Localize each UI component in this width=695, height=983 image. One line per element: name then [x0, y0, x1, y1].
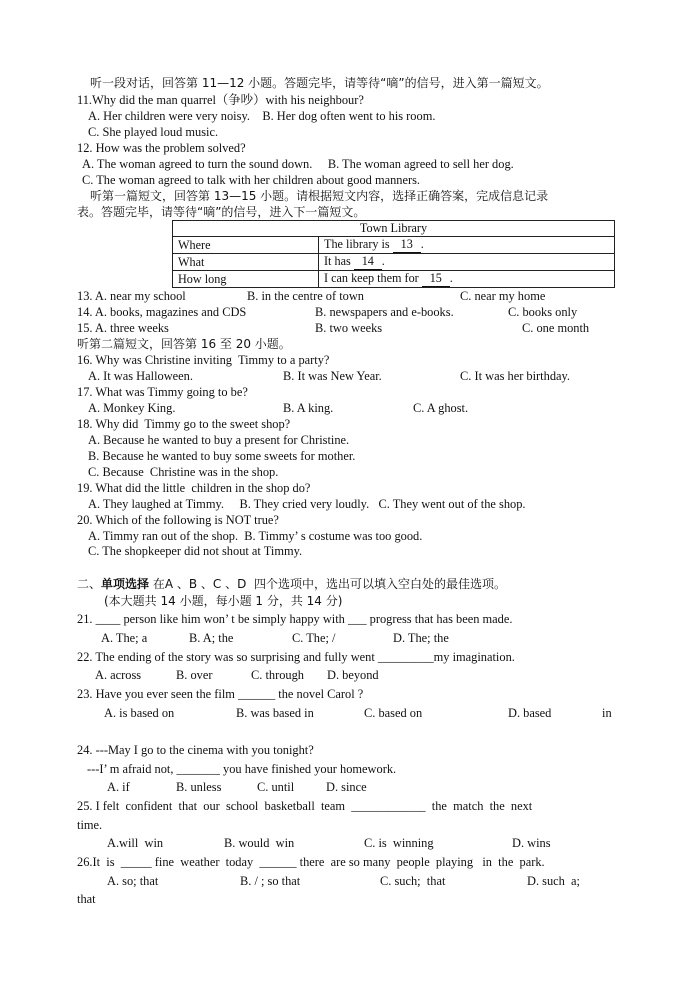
- row-label-how-long: How long: [173, 271, 319, 288]
- question-17-option-c: C. A ghost.: [413, 401, 469, 415]
- question-22-option-c: C. through: [251, 668, 305, 682]
- question-24-option-c: C. until: [257, 780, 295, 794]
- question-17-stem: 17. What was Timmy going to be?: [77, 385, 248, 399]
- question-13-option-a: 13. A. near my school: [77, 289, 186, 303]
- intro-questions-11-12: 听一段对话，回答第 11—12 小题。答题完毕，请等待“嘀”的信号，进入第一篇短文。: [90, 76, 549, 90]
- blank-14: 14: [354, 254, 382, 270]
- table-title-row: [173, 221, 615, 237]
- question-22-stem: 22. The ending of the story was so surprising and fully went _________my imagination.: [77, 650, 515, 664]
- table-row: [173, 237, 615, 254]
- question-20-option-c: C. The shopkeeper did not shout at Timmy.: [88, 544, 303, 558]
- row-value-what: It has 14 .: [319, 254, 615, 271]
- question-20-options-ab: A. Timmy ran out of the shop. B. Timmy’ s costume was too good.: [88, 529, 423, 543]
- intro-questions-16-20: 听第二篇短文，回答第 16 至 20 小题。: [77, 337, 291, 351]
- question-24-line2: ---I’ m afraid not, _______ you have finished your homework.: [87, 762, 397, 776]
- question-19-stem: 19. What did the little children in the shop do?: [77, 481, 311, 495]
- question-17-option-a: A. Monkey King.: [88, 401, 176, 415]
- question-18-option-a: A. Because he wanted to buy a present for Christine.: [88, 433, 350, 447]
- question-15-option-a: 15. A. three weeks: [77, 321, 169, 335]
- row-value-how-long: I can keep them for 15 .: [319, 271, 615, 288]
- question-14-option-a: 14. A. books, magazines and CDS: [77, 305, 247, 319]
- question-21-option-d: D. The; the: [393, 631, 449, 645]
- question-23-stem: 23. Have you ever seen the film ______ the novel Carol ?: [77, 687, 364, 701]
- question-25-stem: 25. I felt confident that our school basketball team ____________ the match the next: [77, 799, 533, 813]
- question-22-option-d: D. beyond: [327, 668, 379, 682]
- question-18-option-c: C. Because Christine was in the shop.: [88, 465, 279, 479]
- intro-questions-13-15-line2: 表。答题完毕，请等待“嘀”的信号，进入下一篇短文。: [77, 205, 366, 219]
- question-23-option-d-tail: in: [602, 706, 612, 720]
- question-11-option-c: C. She played loud music.: [88, 125, 219, 139]
- question-24-option-d: D. since: [326, 780, 367, 794]
- question-23-option-c: C. based on: [364, 706, 423, 720]
- question-14-option-b: B. newspapers and e-books.: [315, 305, 454, 319]
- question-13-option-c: C. near my home: [460, 289, 546, 303]
- question-16-stem: 16. Why was Christine inviting Timmy to a party?: [77, 353, 330, 367]
- question-25-option-c: C. is winning: [364, 836, 434, 850]
- row-label-where: Where: [173, 237, 319, 254]
- question-26-option-b: B. / ; so that: [240, 874, 301, 888]
- question-18-option-b: B. Because he wanted to buy some sweets for mother.: [88, 449, 356, 463]
- row-value-where: The library is 13 .: [319, 237, 615, 254]
- table-title: Town Library: [173, 221, 615, 237]
- question-13-option-b: B. in the centre of town: [247, 289, 364, 303]
- question-21-option-a: A. The; a: [101, 631, 148, 645]
- town-library-table: [172, 220, 615, 288]
- question-12-options-ab: A. The woman agreed to turn the sound down. B. The woman agreed to sell her dog.: [82, 157, 514, 171]
- question-25-option-d: D. wins: [512, 836, 551, 850]
- question-16-option-a: A. It was Halloween.: [88, 369, 193, 383]
- question-15-option-c: C. one month: [522, 321, 590, 335]
- table-row: [173, 254, 615, 271]
- table-row: [173, 271, 615, 288]
- blank-15: 15: [422, 271, 450, 287]
- question-24-option-a: A. if: [107, 780, 130, 794]
- question-26-stem: 26.It is _____ fine weather today ______ there are so many people playing in the park.: [77, 855, 545, 869]
- intro-questions-13-15-line1: 听第一篇短文，回答第 13—15 小题。请根据短文内容，选择正确答案，完成信息记录: [90, 189, 549, 203]
- question-16-option-c: C. It was her birthday.: [460, 369, 570, 383]
- question-26-option-d: D. such a;: [527, 874, 580, 888]
- question-24-stem: 24. ---May I go to the cinema with you tonight?: [77, 743, 314, 757]
- question-17-option-b: B. A king.: [283, 401, 334, 415]
- question-24-option-b: B. unless: [176, 780, 222, 794]
- question-21-option-b: B. A; the: [189, 631, 234, 645]
- question-21-option-c: C. The; /: [292, 631, 336, 645]
- blank-13: 13: [393, 237, 421, 253]
- question-18-stem: 18. Why did Timmy go to the sweet shop?: [77, 417, 291, 431]
- question-23-option-a: A. is based on: [104, 706, 175, 720]
- question-23-option-d: D. based: [508, 706, 552, 720]
- question-26-option-d-tail: that: [77, 892, 96, 906]
- question-12-option-c: C. The woman agreed to talk with her children about good manners.: [82, 173, 421, 187]
- question-26-option-c: C. such; that: [380, 874, 446, 888]
- section-2-subheading: (本大题共 14 小题，每小题 1 分，共 14 分): [104, 594, 343, 608]
- question-25-option-b: B. would win: [224, 836, 295, 850]
- question-22-option-b: B. over: [176, 668, 213, 682]
- question-23-option-b: B. was based in: [236, 706, 314, 720]
- question-15-option-b: B. two weeks: [315, 321, 383, 335]
- question-20-stem: 20. Which of the following is NOT true?: [77, 513, 279, 527]
- question-22-option-a: A. across: [95, 668, 142, 682]
- section-2-heading: 二、单项选择 在A 、B 、C 、D 四个选项中，选出可以填入空白处的最佳选项。: [77, 577, 506, 591]
- question-19-options: A. They laughed at Timmy. B. They cried very loudly. C. They went out of the shop.: [88, 497, 526, 511]
- question-25-stem-line2: time.: [77, 818, 103, 832]
- question-12-stem: 12. How was the problem solved?: [77, 141, 246, 155]
- question-21-stem: 21. ____ person like him won’ t be simply happy with ___ progress that has been made.: [77, 612, 513, 626]
- question-26-option-a: A. so; that: [107, 874, 159, 888]
- question-16-option-b: B. It was New Year.: [283, 369, 382, 383]
- row-label-what: What: [173, 254, 319, 271]
- question-11-options-ab: A. Her children were very noisy. B. Her dog often went to his room.: [88, 109, 436, 123]
- question-11-stem: 11.Why did the man quarrel（争吵）with his neighbour?: [77, 93, 364, 107]
- question-25-option-a: A.will win: [107, 836, 164, 850]
- question-14-option-c: C. books only: [508, 305, 578, 319]
